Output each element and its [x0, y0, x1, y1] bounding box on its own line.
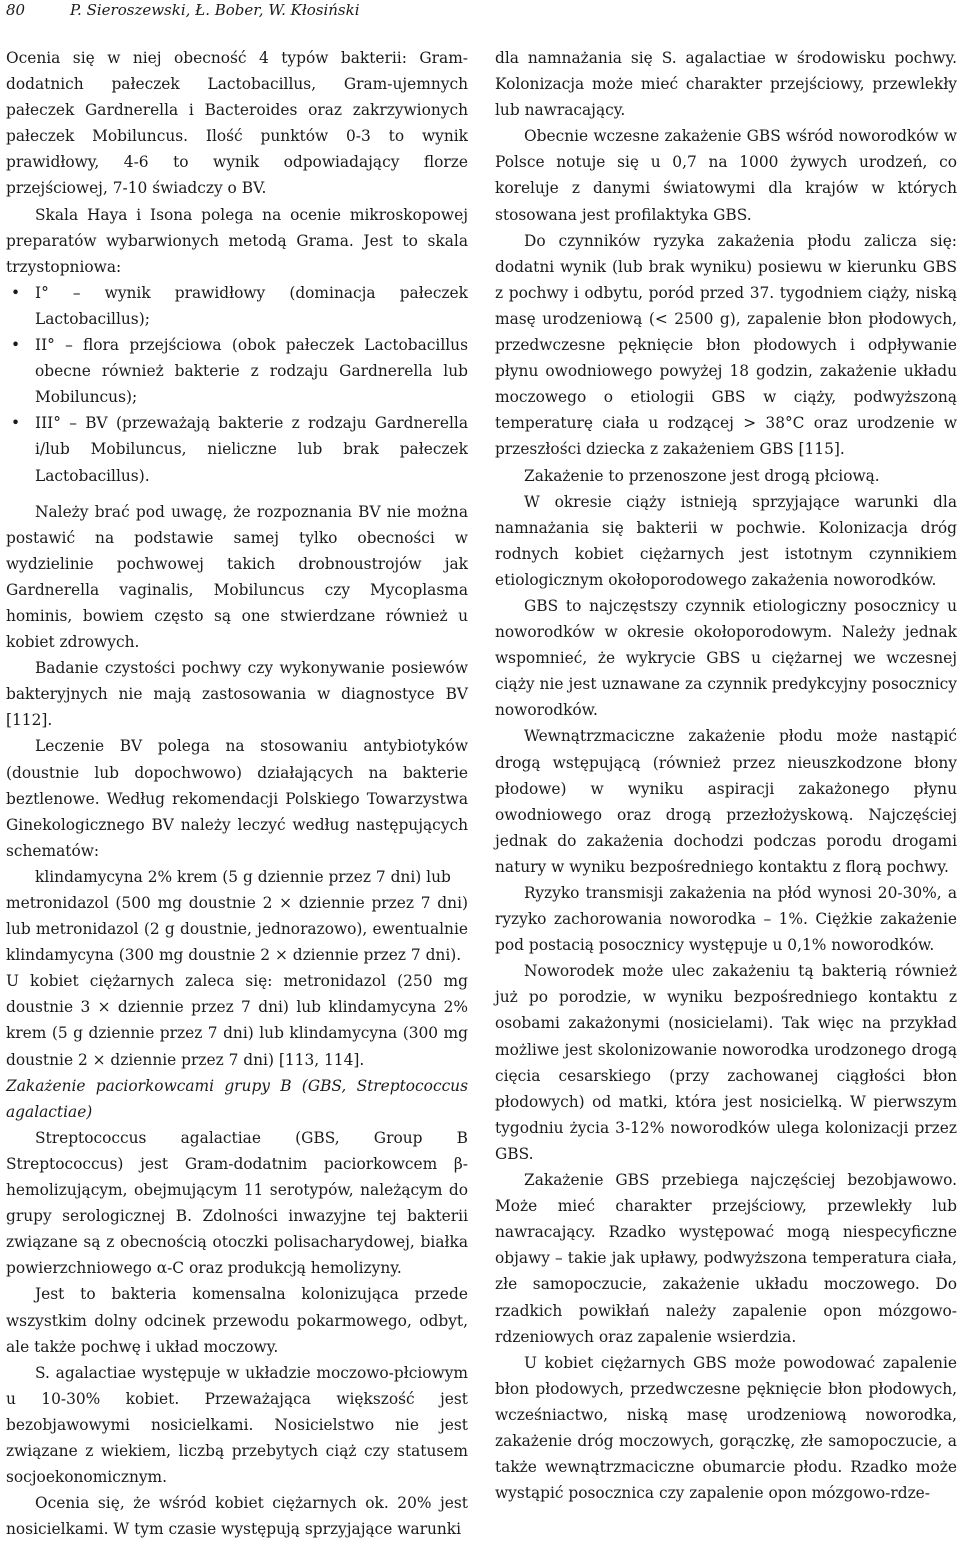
list-item: • III° – BV (przeważają bakterie z rodzaju Gardnerella i/lub Mobiluncus, nieliczne lub brak pałeczek Lactobacillus).	[35, 410, 468, 488]
paragraph: Leczenie BV polega na stosowaniu antybiotyków (doustnie lub dopochwowo) działających na bakterie beztlenowe. Według rekomendacji Polskiego Towarzystwa Ginekologicznego BV należy leczyć według następujących schematów:	[6, 737, 468, 860]
paragraph: Ocenia się, że wśród kobiet ciężarnych ok. 20% jest nosicielkami. W tym czasie występują sprzyjające warunki	[6, 1494, 468, 1539]
running-header-authors: P. Sieroszewski, Ł. Bober, W. Kłosiński	[70, 1, 360, 19]
paragraph: Należy brać pod uwagę, że rozpoznania BV nie można postawić na podstawie samej tylko obecności w wydzielinie pochwowej takich drobnoustrojów jak Gardnerella vaginalis, Mobiluncus czy Mycoplasma hominis, bowiem często są one stwierdzane również u kobiet zdrowych.	[6, 502, 468, 652]
paragraph: Do czynników ryzyka zakażenia płodu zalicza się: dodatni wynik (lub brak wyniku) posiewu w kierunku GBS z pochwy i odbytu, poród przed 37. tygodniem ciąży, niską masę urodzeniową (< 2500 g), zapalenie błon płodowych, przedwczesne pęknięcie błon płodowych i odpływanie płynu owodniowego powyżej 18 godzin, zakażenie układu moczowego o etiologii GBS w ciąży, podwyższoną temperaturę ciała u rodzącej > 38°C oraz urodzenie w przeszłości dziecka z zakażeniem GBS [115].	[495, 231, 957, 459]
paragraph: U kobiet ciężarnych zaleca się: metronidazol (250 mg doustnie 3 × dziennie przez 7 dni) lub klindamycyna 2% krem (5 g dziennie przez 7 dni) lub klindamycyna (300 mg doustnie 2 × dziennie przez 7 dni) [113, 114].	[6, 972, 468, 1069]
paragraph: W okresie ciąży istnieją sprzyjające warunki dla namnażania się bakterii w pochwie. Kolonizacja dróg rodnych kobiet ciężarnych jest istotnym czynnikiem etiologicznym okołoporodowego zakażenia noworodków.	[495, 492, 957, 589]
paragraph: Ocenia się w niej obecność 4 typów bakterii: Gram-dodatnich pałeczek Lactobacillus, Gram-ujemnych pałeczek Gardnerella i Bacteroides oraz zakrzywionych pałeczek Mobiluncus. Ilość punktów 0-3 to wynik prawidłowy, 4-6 to wynik odpowiadający florze przejściowej, 7-10 świadczy o BV.	[6, 49, 468, 198]
list-item: • II° – flora przejściowa (obok pałeczek Lactobacillus obecne również bakterie z rodzaju Gardnerella lub Mobiluncus);	[35, 332, 468, 410]
paragraph: Wewnątrzmaciczne zakażenie płodu może nastąpić drogą wstępującą (również przez nieuszkodzone błony płodowe) w wyniku aspiracji zakażonego płynu owodniowego oraz drogą przezłożyskową. Najczęściej jednak do zakażenia dochodzi podczas porodu drogami natury w wyniku bezpośredniego kontaktu z florą pochwy.	[495, 727, 957, 876]
paragraph: GBS to najczęstszy czynnik etiologiczny posocznicy u noworodków w okresie okołoporodowym. Należy jednak wspomnieć, że wykrycie GBS u ciężarnej we wczesnej ciąży nie jest uznawane za czynnik predykcyjny posocznicy noworodków.	[495, 596, 957, 720]
paragraph: Badanie czystości pochwy czy wykonywanie posiewów bakteryjnych nie mają zastosowania w diagnostyce BV [112].	[6, 659, 468, 730]
paragraph: Ryzyko transmisji zakażenia na płód wynosi 20-30%, a ryzyko zachorowania noworodka – 1%. Ciężkie zakażenie pod postacią posocznicy występuje u 0,1% noworodków.	[495, 884, 957, 955]
paragraph: Obecnie wczesne zakażenie GBS wśród noworodków w Polsce notuje się u 0,7 na 1000 żywych urodzeń, co koreluje z danymi światowymi dla krajów w których stosowana jest profilaktyka GBS.	[495, 127, 957, 224]
left-column	[6, 45, 468, 1542]
paragraph: Zakażenie GBS przebiega najczęściej bezobjawowo. Może mieć charakter przejściowy, przewlekły lub nawracający. Rzadko występować mogą niespecyficzne objawy – takie jak upławy, podwyższona temperatura ciała, złe samopoczucie, zakażenie układu moczowego. Do rzadkich powikłań należy zapalenie opon mózgowo-rdzeniowych oraz zapalenie wsierdzia.	[495, 1171, 957, 1346]
bullet-list	[6, 280, 468, 489]
section-heading: Zakażenie paciorkowcami grupy B (GBS, Streptococcus agalactiae)	[6, 1076, 468, 1121]
list-item: • I° – wynik prawidłowy (dominacja pałeczek Lactobacillus);	[35, 280, 468, 332]
page-number: 80	[6, 1, 26, 19]
paragraph: Noworodek może ulec zakażeniu tą bakterią również już po porodzie, w wyniku bezpośredniego kontaktu z osobami zakażonymi (nosicielami). Tak więc na przykład możliwe jest skolonizowanie noworodka urodzonego drogą cięcia cesarskiego (przy zachowanej ciągłości błon płodowych) od matki, która jest nosicielką. W pierwszym tygodniu życia 3-12% noworodków ulega kolonizacji przez GBS.	[495, 962, 957, 1163]
paragraph: Streptococcus agalactiae (GBS, Group B Streptococcus) jest Gram-dodatnim paciorkowcem β-hemolizującym, obejmującym 11 serotypów, należącym do grupy serologicznej B. Zdolności inwazyjne tej bakterii związane są z obecnością otoczki polisacharydowej, białka powierzchniowego α-C oraz produkcją hemolizyny.	[6, 1128, 468, 1278]
paragraph: S. agalactiae występuje w układzie moczowo-płciowym u 10-30% kobiet. Przeważająca większość jest bezobjawowymi nosicielkami. Nosicielstwo nie jest związane z wiekiem, liczbą przebytych ciąż czy statusem socjoekonomicznym.	[6, 1363, 468, 1487]
paragraph: Skala Haya i Isona polega na ocenie mikroskopowej preparatów wybarwionych metodą Grama. Jest to skala trzystopniowa:	[6, 205, 468, 276]
paragraph: Zakażenie to przenoszone jest drogą płciową.	[524, 466, 880, 485]
treatment-line: klindamycyna 2% krem (5 g dziennie przez 7 dni) lub	[35, 867, 451, 886]
treatment-line: metronidazol (500 mg doustnie 2 × dziennie przez 7 dni) lub metronidazol (2 g doustnie, jednorazowo), ewentualnie klindamycyna (300 mg doustnie 2 × dziennie przez 7 dni).	[6, 894, 468, 965]
right-column	[495, 45, 957, 1506]
paragraph: U kobiet ciężarnych GBS może powodować zapalenie błon płodowych, przedwczesne pęknięcie błon płodowych, wcześniactwo, niską masę urodzeniową noworodka, zakażenie dróg moczowych, gorączkę, złe samopoczucie, a także wewnątrzmaciczne obumarcie płodu. Rzadko może wystąpić posocznica czy zapalenie opon mózgowo-rdze-	[495, 1353, 957, 1503]
paragraph: Jest to bakteria komensalna kolonizująca przede wszystkim dolny odcinek przewodu pokarmowego, odbyt, ale także pochwę i układ moczowy.	[6, 1285, 468, 1356]
paragraph: dla namnażania się S. agalactiae w środowisku pochwy. Kolonizacja może mieć charakter przejściowy, przewlekły lub nawracający.	[495, 49, 957, 120]
running-header	[6, 0, 626, 24]
